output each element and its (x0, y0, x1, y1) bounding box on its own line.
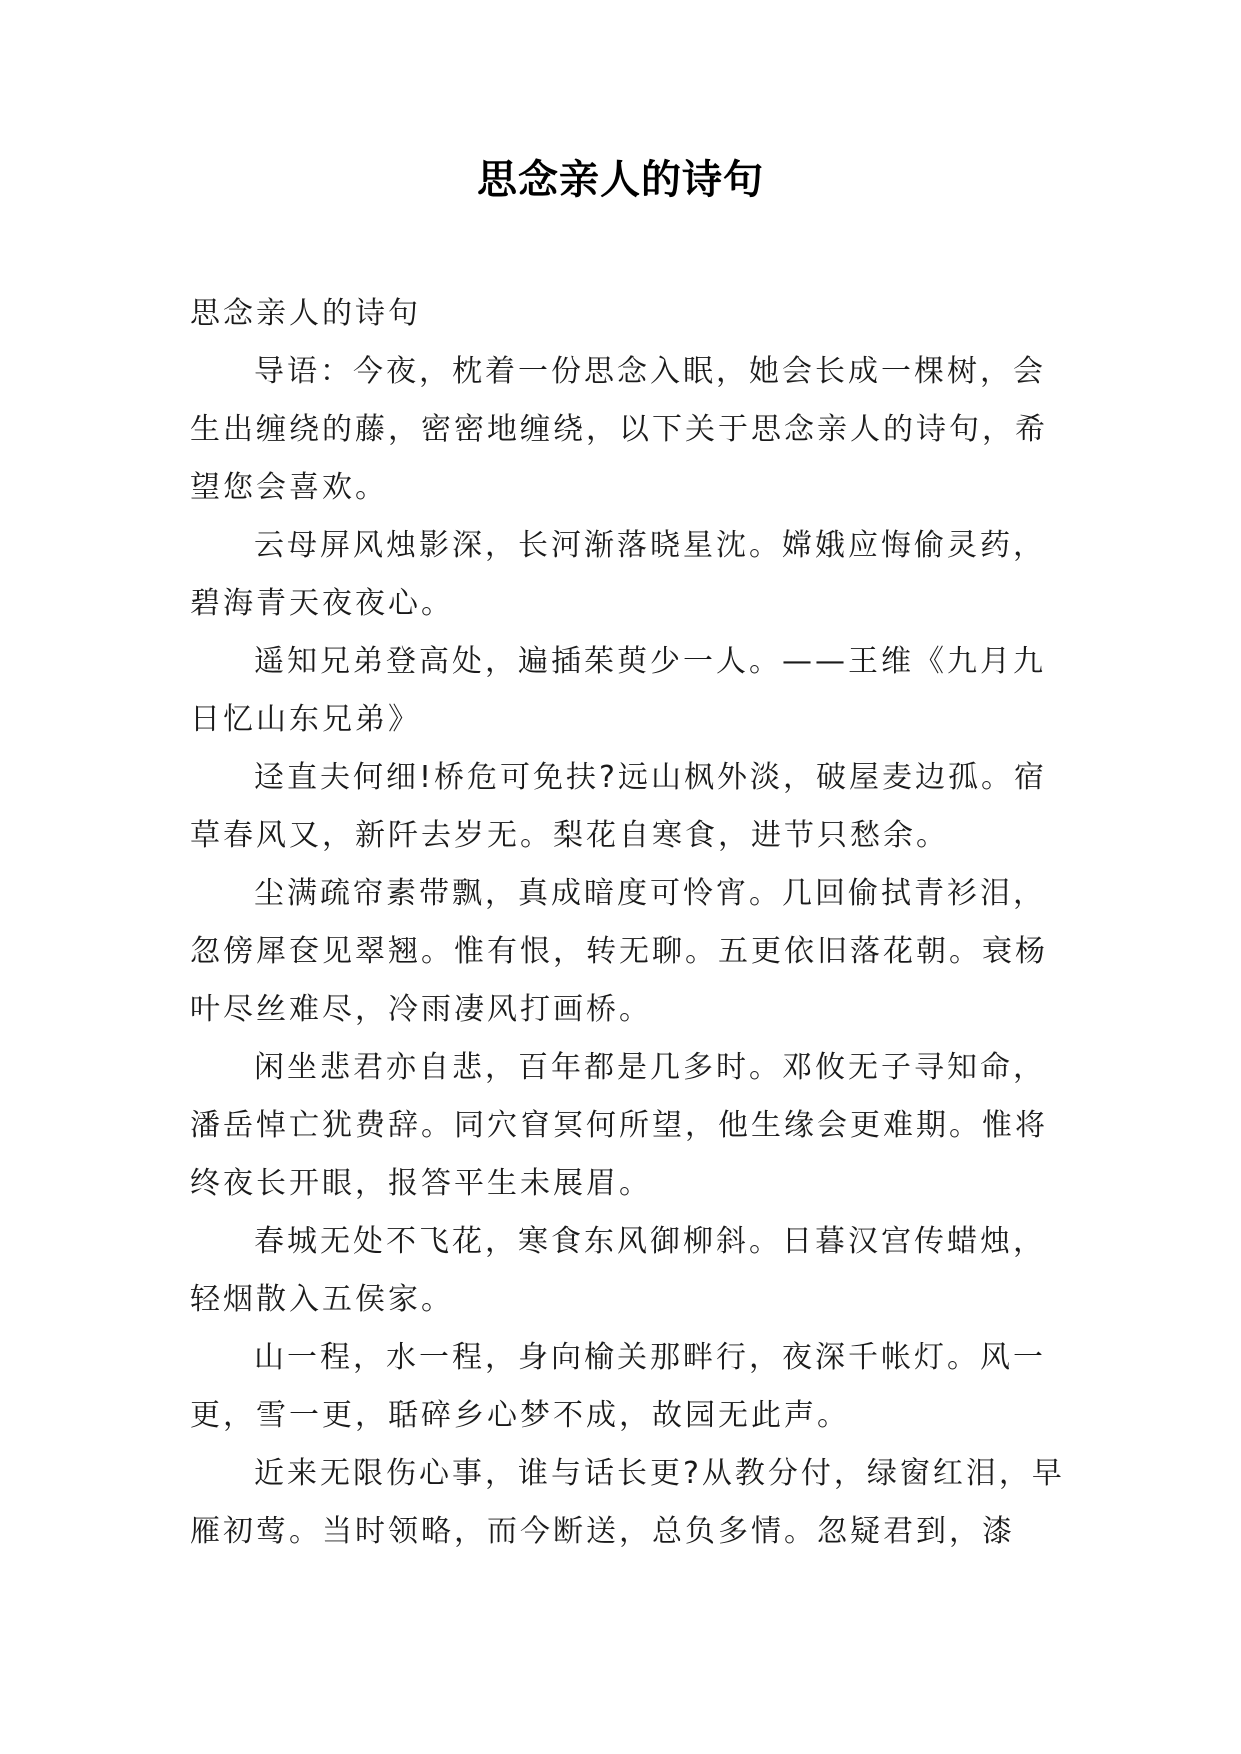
paragraph-intro: 导语：今夜，枕着一份思念入眠，她会长成一棵树，会生出缠绕的藤，密密地缠绕，以下关于思念亲人的诗句，希望您会喜欢。 (190, 354, 1048, 505)
paragraph-poem: 近来无限伤心事，谁与话长更?从教分付，绿窗红泪，早雁初莺。当时领略，而今断送，总负多情。忽疑君到，漆 (190, 1456, 1065, 1549)
paragraph-poem: 闲坐悲君亦自悲，百年都是几多时。邓攸无子寻知命，潘岳悼亡犹费辞。同穴窅冥何所望，他生缘会更难期。惟将终夜长开眼，报答平生未展眉。 (190, 1050, 1048, 1201)
paragraph-poem: 云母屏风烛影深，长河渐落晓星沈。嫦娥应悔偷灵药，碧海青天夜夜心。 (190, 528, 1046, 621)
document-body (190, 285, 1070, 1561)
paragraph-poem: 遥知兄弟登高处，遍插茱萸少一人。——王维《九月九日忆山东兄弟》 (190, 644, 1046, 737)
heading-line: 思念亲人的诗句 (190, 296, 421, 331)
document-title: 思念亲人的诗句 (477, 156, 764, 203)
paragraph-poem: 迳直夫何细!桥危可免扶?远山枫外淡，破屋麦边孤。宿草春风又，新阡去岁无。梨花自寒食，进节只愁余。 (190, 760, 1047, 853)
paragraph-poem: 春城无处不飞花，寒食东风御柳斜。日暮汉宫传蜡烛，轻烟散入五侯家。 (190, 1224, 1046, 1317)
paragraph-poem: 尘满疏帘素带飘，真成暗度可怜宵。几回偷拭青衫泪，忽傍犀奁见翠翘。惟有恨，转无聊。五更依旧落花朝。衰杨叶尽丝难尽，冷雨凄风打画桥。 (190, 876, 1048, 1027)
paragraph-poem: 山一程，水一程，身向榆关那畔行，夜深千帐灯。风一更，雪一更，聒碎乡心梦不成，故园无此声。 (190, 1340, 1046, 1433)
